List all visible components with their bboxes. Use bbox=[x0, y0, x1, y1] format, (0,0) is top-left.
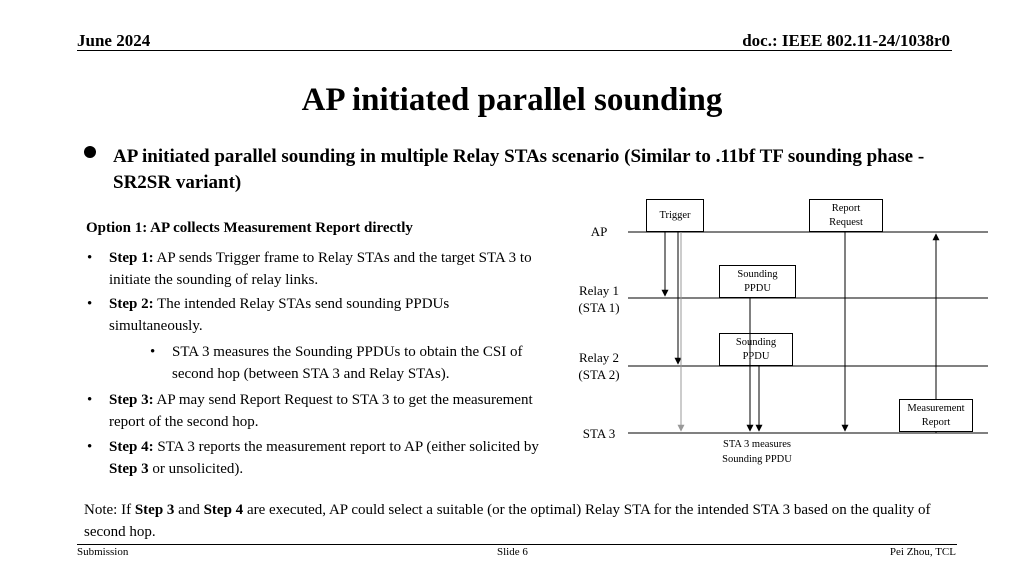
step-label: Step 2: bbox=[109, 296, 154, 312]
box-line: Report bbox=[831, 202, 861, 214]
relay1-label bbox=[568, 282, 630, 316]
step-text: The intended Relay STAs send sounding PPDUs simultaneously. bbox=[109, 296, 450, 334]
box-line: Sounding bbox=[737, 268, 778, 280]
sta3-label: STA 3 bbox=[582, 426, 616, 441]
step-bullet: • bbox=[87, 250, 93, 266]
relay2-label bbox=[568, 349, 630, 383]
note-step4: Step 4 bbox=[203, 502, 244, 518]
main-bullet-text: AP initiated parallel sounding in multiple Relay STAs scenario (Similar to .11bf TF sounding phase - SR2SR variant) bbox=[113, 146, 925, 193]
relay2-sta: (STA 2) bbox=[578, 367, 620, 382]
step-text-tail: or unsolicited). bbox=[148, 461, 244, 477]
footer-divider bbox=[77, 544, 957, 545]
footer-submission: Submission bbox=[77, 546, 129, 558]
slide-title: AP initiated parallel sounding bbox=[301, 82, 723, 118]
step-bullet: • bbox=[87, 439, 93, 455]
step-bullet: • bbox=[87, 296, 93, 312]
caption-line: Sounding PPDU bbox=[722, 454, 792, 465]
footer-author: Pei Zhou, TCL bbox=[889, 546, 956, 558]
header-doc-id: doc.: IEEE 802.11-24/1038r0 bbox=[742, 31, 950, 50]
step-label: Step 3: bbox=[109, 392, 154, 408]
note-prefix: Note: If bbox=[84, 502, 135, 518]
relay2-name: Relay 2 bbox=[578, 350, 620, 365]
box-line: PPDU bbox=[744, 282, 771, 294]
ap-label: AP bbox=[590, 224, 608, 239]
box-line: Sounding bbox=[735, 336, 777, 348]
measurement-report-box bbox=[899, 399, 973, 432]
step-text: AP sends Trigger frame to Relay STAs and the target STA 3 to initiate the sounding of relay links. bbox=[109, 250, 532, 288]
sta3-measures-caption bbox=[707, 437, 807, 467]
step-text: STA 3 reports the measurement report to AP (either solicited by bbox=[153, 439, 539, 455]
box-line: Report bbox=[921, 416, 951, 428]
caption-line: STA 3 measures bbox=[723, 439, 791, 450]
box-line: PPDU bbox=[742, 350, 770, 362]
relay1-name: Relay 1 bbox=[578, 283, 620, 298]
step-bullet: • bbox=[87, 392, 93, 408]
step-label: Step 4: bbox=[109, 439, 154, 455]
header-date: June 2024 bbox=[77, 31, 151, 50]
step-ref: Step 3 bbox=[109, 461, 149, 477]
box-line: Measurement bbox=[907, 402, 965, 414]
note-and: and bbox=[174, 502, 204, 518]
note-text bbox=[84, 499, 944, 543]
step-label: Step 1: bbox=[109, 250, 154, 266]
relay1-sta: (STA 1) bbox=[578, 300, 620, 315]
sounding-ppdu-box-1 bbox=[719, 265, 796, 298]
box-line: Request bbox=[829, 216, 863, 228]
footer-slide-number: Slide 6 bbox=[497, 546, 528, 558]
option-heading: Option 1: AP collects Measurement Report directly bbox=[86, 220, 413, 236]
sounding-ppdu-box-2 bbox=[719, 333, 793, 366]
trigger-frame-box: Trigger bbox=[646, 199, 704, 232]
note-step3: Step 3 bbox=[134, 502, 175, 518]
note-rest: are executed, AP could select a suitable (or the optimal) Relay STA for the intended STA 3 based on the quality of second hop. bbox=[84, 502, 931, 540]
step-bullet: • bbox=[150, 344, 156, 360]
step-text: STA 3 measures the Sounding PPDUs to obtain the CSI of second hop (between STA 3 and Relay STAs). bbox=[172, 344, 523, 382]
step-text: AP may send Report Request to STA 3 to get the measurement report of the second hop. bbox=[109, 392, 533, 430]
report-request-box bbox=[809, 199, 883, 232]
